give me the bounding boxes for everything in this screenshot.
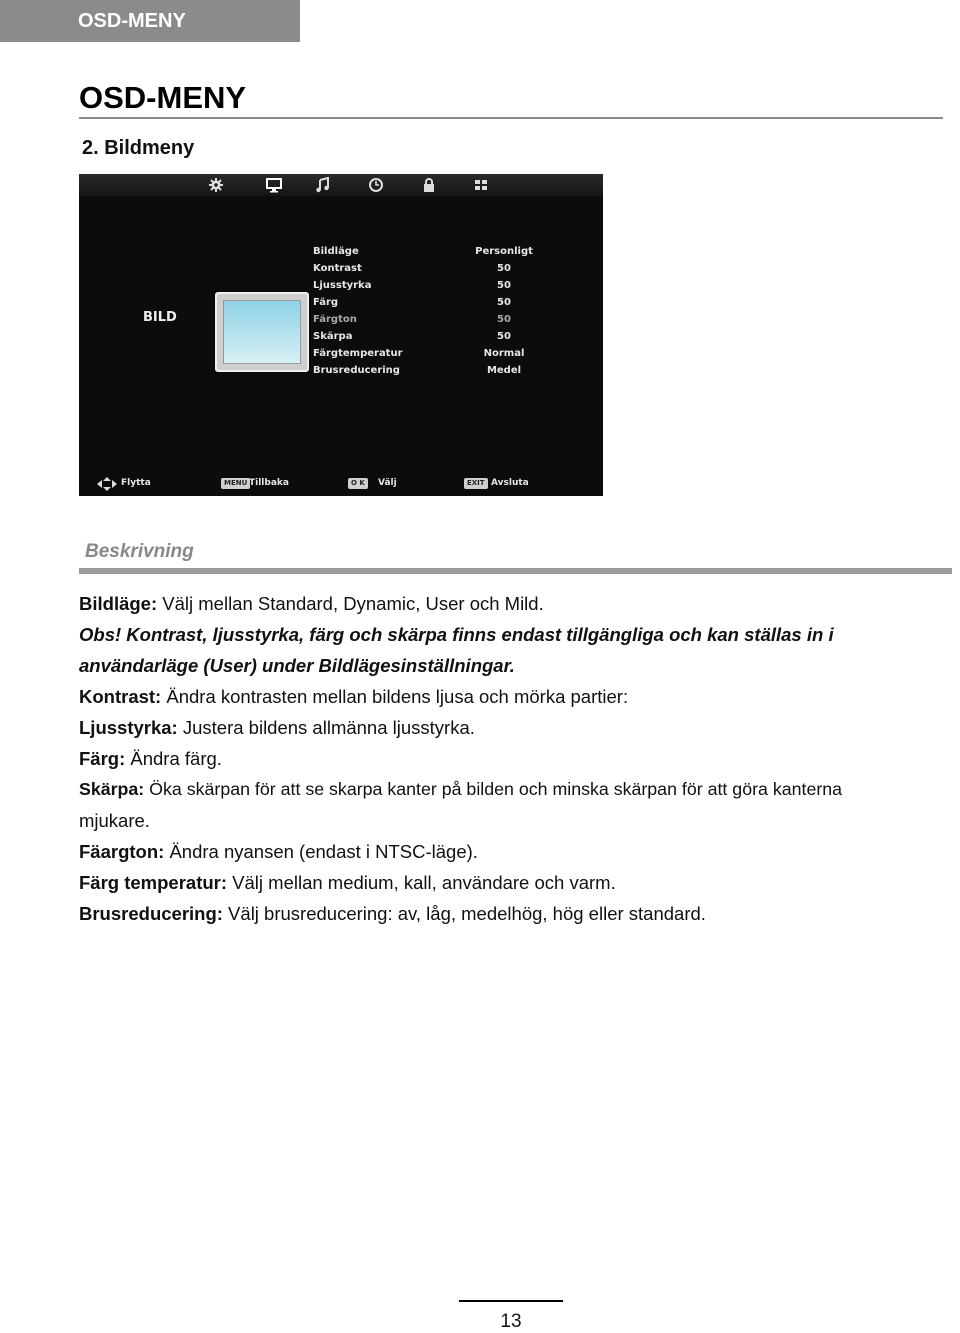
gear-icon	[208, 177, 224, 193]
move-label: Flytta	[121, 478, 151, 488]
osd-item-label: Färgton	[313, 314, 357, 325]
desc-text: Välj mellan Standard, Dynamic, User och Mild.	[157, 593, 544, 614]
section-title: 2. Bildmeny	[82, 137, 195, 159]
osd-menu-item[interactable]	[313, 244, 543, 261]
term: Ljusstyrka:	[79, 717, 178, 738]
desc-text: Öka skärpan för att se skarpa kanter på bilden och minska skärpan för att göra kanterna	[144, 779, 843, 799]
page-number: 13	[500, 1311, 522, 1332]
osd-menu-item[interactable]	[313, 346, 543, 363]
desc-text: Välj brusreducering: av, låg, medelhög, hög eller standard.	[222, 903, 706, 924]
music-note-icon	[315, 177, 331, 193]
lock-icon	[421, 177, 437, 193]
select-label: Välj	[378, 478, 397, 488]
desc-note-line-1: Obs! Kontrast, ljusstyrka, färg och skärpa finns endast tillgängliga och kan ställas in i	[79, 624, 834, 645]
term: Fäargton:	[79, 841, 165, 862]
osd-screenshot	[79, 174, 603, 496]
menu-key[interactable]: MENU	[221, 478, 250, 489]
arrows-icon	[97, 476, 117, 492]
exit-key[interactable]: EXIT	[464, 478, 488, 489]
osd-item-value: 50	[497, 331, 511, 342]
term: Färg temperatur:	[79, 872, 228, 893]
osd-menu-item[interactable]	[313, 278, 543, 295]
desc-text: Välj mellan medium, kall, användare och varm.	[227, 872, 616, 893]
desc-bildlage	[79, 588, 544, 619]
clock-icon	[368, 177, 384, 193]
desc-text: Justera bildens allmänna ljusstyrka.	[177, 717, 475, 738]
osd-item-value: 50	[497, 280, 511, 291]
osd-item-value: 50	[497, 314, 511, 325]
monitor-icon	[266, 177, 282, 193]
desc-fargton	[79, 836, 478, 867]
desc-skarpa	[79, 774, 842, 805]
ok-key[interactable]: O K	[348, 478, 368, 489]
picture-thumbnail-screen	[223, 300, 301, 364]
osd-item-value: 50	[497, 297, 511, 308]
page-title: OSD-MENY	[79, 80, 247, 115]
desc-text: Ändra kontrasten mellan bildens ljusa och mörka partier:	[161, 686, 629, 707]
osd-item-label: Bildläge	[313, 246, 359, 257]
osd-item-label: Brusreducering	[313, 365, 400, 376]
osd-menu-item[interactable]	[313, 329, 543, 346]
description-heading: Beskrivning	[85, 541, 194, 562]
exit-label: Avsluta	[491, 478, 529, 488]
desc-text: Ändra färg.	[125, 748, 222, 769]
osd-item-value: 50	[497, 263, 511, 274]
osd-menu-list	[313, 244, 543, 380]
osd-menu-item[interactable]	[313, 312, 543, 329]
osd-item-value: Personligt	[475, 246, 533, 257]
desc-kontrast	[79, 681, 628, 712]
back-label: Tillbaka	[249, 478, 289, 488]
osd-item-label: Kontrast	[313, 263, 362, 274]
header-tab: OSD-MENY	[0, 0, 300, 42]
desc-brusreducering	[79, 898, 706, 929]
title-divider	[79, 117, 943, 119]
desc-skarpa-cont: mjukare.	[79, 810, 150, 831]
term: Färg:	[79, 748, 126, 769]
osd-menu-label: BILD	[143, 310, 177, 325]
osd-item-label: Skärpa	[313, 331, 353, 342]
osd-item-value: Medel	[486, 365, 522, 376]
desc-ljusstyrka	[79, 712, 475, 743]
osd-item-label: Ljusstyrka	[313, 280, 372, 291]
desc-fargtemperatur	[79, 867, 616, 898]
term: Kontrast:	[79, 686, 162, 707]
osd-menu-item[interactable]	[313, 295, 543, 312]
osd-menu-item[interactable]	[313, 363, 543, 380]
desc-note-line-2: användarläge (User) under Bildlägesinställningar.	[79, 655, 515, 676]
osd-item-label: Färgtemperatur	[313, 348, 403, 359]
picture-thumbnail	[215, 292, 309, 372]
term: Brusreducering:	[79, 903, 223, 924]
description-divider	[79, 568, 952, 574]
term: Bildläge:	[79, 593, 158, 614]
grid-icon	[473, 177, 489, 193]
page-number-rule	[459, 1300, 563, 1302]
osd-top-bar	[79, 174, 603, 196]
osd-footer	[79, 474, 603, 496]
osd-menu-item[interactable]	[313, 261, 543, 278]
osd-item-value: Normal	[483, 348, 525, 359]
term: Skärpa:	[79, 779, 145, 799]
desc-text: Ändra nyansen (endast i NTSC-läge).	[164, 841, 478, 862]
osd-item-label: Färg	[313, 297, 339, 308]
desc-farg	[79, 743, 222, 774]
